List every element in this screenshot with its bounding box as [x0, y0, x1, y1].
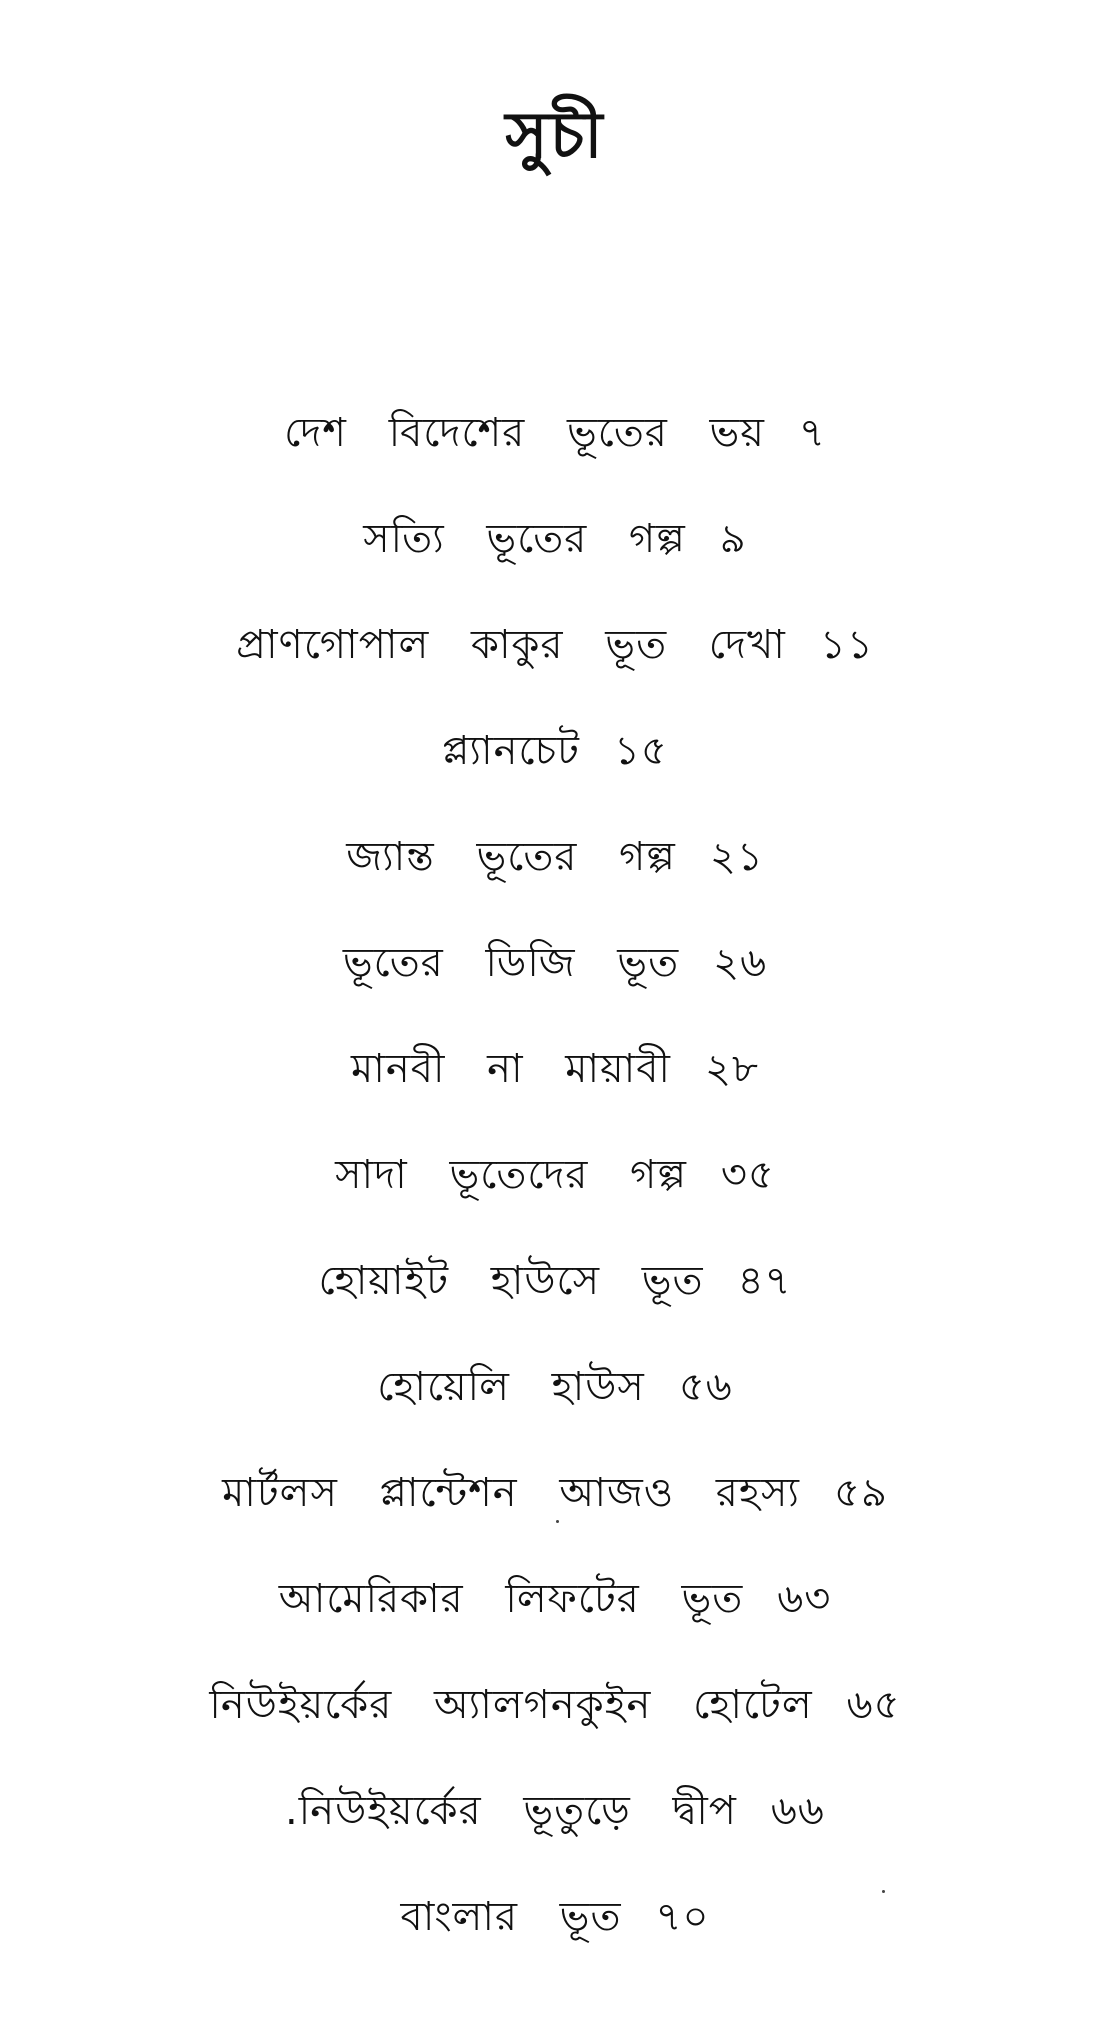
entry-title: নিউইয়র্কের অ্যালগনকুইন হোটেল	[209, 1682, 813, 1728]
toc-entry	[0, 1652, 1110, 1758]
entry-page-number: ২৮	[705, 1046, 759, 1092]
entry-page-number: ৫৯	[833, 1470, 888, 1516]
entry-page-number: ২৬	[713, 940, 768, 986]
entry-title: হোয়াইট হাউসে ভূত	[318, 1258, 704, 1304]
entry-title: দেশ বিদেশের ভূতের ভয়	[284, 410, 765, 456]
toc-entry	[0, 1228, 1110, 1334]
entry-title: মার্টলস প্লান্টেশন আজও রহস্য	[222, 1470, 800, 1516]
scan-speck	[882, 1890, 885, 1893]
toc-entry	[0, 1864, 1110, 1970]
toc-entry	[0, 698, 1110, 804]
toc-entry	[0, 910, 1110, 1016]
entry-page-number: ২১	[709, 834, 764, 880]
entry-page-number: ৪৭	[737, 1258, 792, 1304]
entry-title: বাংলার ভূত	[400, 1894, 622, 1940]
entry-title: জ্যান্ত ভূতের গল্প	[346, 834, 676, 880]
toc-entry	[0, 1016, 1110, 1122]
entry-page-number: ৬৩	[777, 1576, 832, 1622]
entry-page-number: ৬৫	[846, 1682, 901, 1728]
table-of-contents	[0, 380, 1110, 1970]
entry-title: হোয়েলি হাউস	[377, 1364, 645, 1410]
entry-title: আমেরিকার লিফটের ভূত	[278, 1576, 744, 1622]
toc-entry	[0, 486, 1110, 592]
entry-page-number: ১১	[819, 622, 874, 668]
toc-entry	[0, 804, 1110, 910]
entry-page-number: ৯	[719, 516, 747, 562]
toc-entry	[0, 1122, 1110, 1228]
toc-entry	[0, 380, 1110, 486]
toc-entry	[0, 1334, 1110, 1440]
scan-speck	[556, 1520, 559, 1523]
entry-title: সাদা ভূতেদের গল্প	[335, 1152, 687, 1198]
entry-title: ভূতের ডিজি ভূত	[342, 940, 680, 986]
entry-page-number: ৩৫	[720, 1152, 775, 1198]
entry-page-number: ১৫	[613, 728, 668, 774]
entry-page-number: ৫৬	[678, 1364, 733, 1410]
entry-page-number: ৭০	[655, 1894, 710, 1940]
entry-title: .নিউইয়র্কের ভূতুড়ে দ্বীপ	[285, 1788, 737, 1834]
entry-title: মানবী না মায়াবী	[351, 1046, 671, 1092]
toc-entry	[0, 1758, 1110, 1864]
toc-entry	[0, 1546, 1110, 1652]
toc-entry	[0, 1440, 1110, 1546]
entry-page-number: ৭	[798, 410, 826, 456]
entry-title: প্ল্যানচেট	[442, 728, 580, 774]
toc-entry	[0, 592, 1110, 698]
entry-page-number: ৬৬	[770, 1788, 825, 1834]
page-title: সুচী	[505, 99, 605, 173]
entry-title: প্রাণগোপাল কাকুর ভূত দেখা	[236, 622, 786, 668]
entry-title: সত্যি ভূতের গল্প	[363, 516, 686, 562]
